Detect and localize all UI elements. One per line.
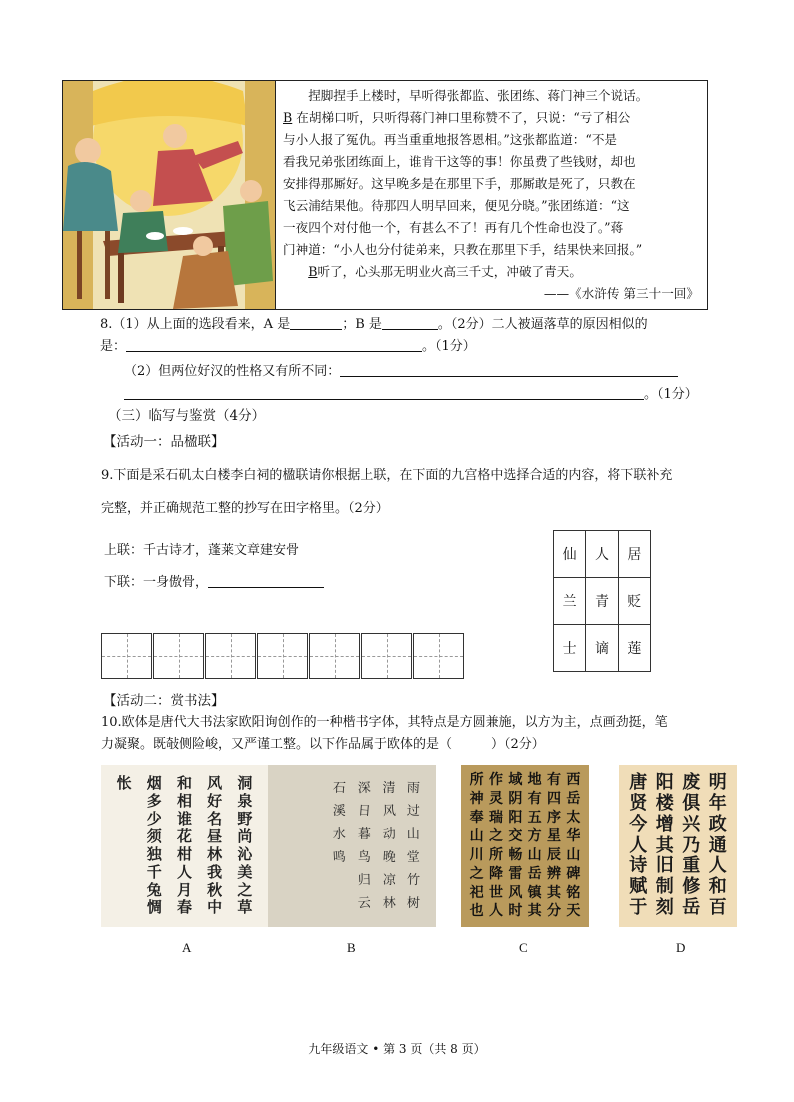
passage-line: 安排得那厮好。这早晚多是在那里下手，那厮敢是死了，只教在: [283, 176, 636, 191]
calligraphy-char: 阳: [508, 809, 523, 826]
option-label-d: D: [676, 940, 686, 955]
calligraphy-char: 岳: [527, 865, 542, 882]
calligraphy-char: 惆: [146, 898, 162, 917]
q8-line2: 是： 。（1分）: [100, 339, 476, 354]
calligraphy-char: 地: [527, 772, 542, 788]
option-label-b: B: [347, 940, 356, 955]
section-3-heading: （三）临写与鉴赏（4分）: [108, 408, 266, 424]
calligraphy-char: 风: [207, 774, 223, 792]
calligraphy-char: 于: [629, 897, 648, 919]
calligraphy-char: 唐: [629, 772, 648, 793]
calligraphy-char: 岳: [682, 897, 701, 919]
calligraphy-char: 美: [237, 862, 253, 881]
calligraphy-char: 中: [207, 898, 223, 917]
calligraphy-char: 风: [382, 803, 396, 820]
calligraphy-char: 相: [176, 791, 192, 810]
calligraphy-char: 今: [629, 813, 648, 835]
calligraphy-char: 川: [469, 847, 484, 863]
page-footer: 九年级语文 • 第 3 页（共 8 页）: [308, 1042, 486, 1056]
passage-source: ——《水浒传 第三十一回》: [543, 286, 699, 301]
calligraphy-char: 少: [146, 809, 162, 828]
calligraphy-char: 阴: [508, 790, 523, 807]
calligraphy-char: 兴: [682, 813, 701, 835]
calligraphy-char: 所: [469, 772, 484, 788]
calligraphy-char: 制: [655, 876, 674, 898]
calligraphy-char: 多: [146, 791, 162, 810]
tianzige-cell[interactable]: [205, 633, 256, 679]
calligraphy-char: 谁: [176, 809, 192, 828]
calligraphy-char: 山: [469, 828, 484, 845]
passage-illustration: [63, 81, 276, 309]
answer-blank-a[interactable]: [290, 315, 342, 330]
answer-blank-character[interactable]: [340, 362, 678, 377]
grid-cell: 人: [586, 531, 618, 578]
calligraphy-char: 交: [508, 828, 523, 845]
calligraphy-char: 林: [207, 845, 223, 863]
passage-line: 门神道：“小人也分付徒弟来，只教在那里下手，结果快来回报。”: [283, 242, 643, 257]
calligraphy-char: 辰: [546, 847, 561, 863]
calligraphy-char: 山: [527, 847, 542, 863]
calligraphy-char: 野: [237, 809, 253, 828]
calligraphy-char: 星: [546, 828, 561, 845]
passage-text: [283, 85, 701, 305]
calligraphy-char: 西: [566, 772, 581, 788]
calligraphy-char: 人: [629, 834, 648, 856]
calligraphy-char: 岳: [566, 790, 581, 807]
calligraphy-char: 日: [357, 803, 372, 820]
calligraphy-char: 天: [566, 903, 581, 920]
calligraphy-char: 云: [357, 895, 372, 912]
calligraphy-char: 人: [488, 903, 503, 920]
calligraphy-char: 树: [406, 895, 421, 912]
calligraphy-char: 辨: [546, 865, 561, 882]
calligraphy-char: 林: [382, 895, 396, 912]
lower-couplet-blank[interactable]: [208, 573, 324, 588]
calligraphy-char: 通: [708, 834, 727, 856]
calligraphy-char: 俱: [682, 792, 701, 814]
calligraphy-char: 暮: [357, 826, 372, 843]
calligraphy-char: 水: [333, 826, 347, 843]
calligraphy-char: 雨: [406, 780, 421, 797]
calligraphy-char: 好: [207, 791, 223, 810]
answer-blank-reason[interactable]: [126, 337, 422, 352]
calligraphy-char: 之: [469, 865, 484, 882]
calligraphy-char: 春: [176, 898, 192, 917]
passage-line: 看我兄弟张团练面上，谁肯干这等的事！你虽费了些钱财，却也: [283, 154, 636, 169]
calligraphy-char: 人: [708, 855, 727, 877]
grid-cell: 莲: [618, 625, 650, 672]
nine-palace-grid: [553, 530, 651, 672]
passage-line: 一夜四个对付他一个，有甚么不了！再有几个性命也没了。”蒋: [283, 220, 624, 235]
calligraphy-char: 有: [527, 790, 542, 807]
calligraphy-char: 阳: [655, 772, 674, 793]
calligraphy-char: 堂: [406, 849, 421, 866]
calligraphy-char: 重: [682, 855, 701, 877]
calligraphy-option-c[interactable]: [461, 765, 589, 927]
calligraphy-char: 神: [469, 790, 484, 807]
calligraphy-char: 鸣: [332, 849, 347, 866]
calligraphy-char: 旧: [655, 855, 674, 877]
calligraphy-char: 世: [488, 884, 503, 901]
q9-line1: 9.下面是采石矶太白楼李白祠的楹联请你根据上联，在下面的九宫格中选择合适的内容，将下联补充: [101, 468, 673, 483]
answer-blank-b[interactable]: [382, 315, 438, 330]
calligraphy-char: 作: [488, 772, 503, 788]
marker-b: B: [308, 264, 318, 279]
calligraphy-char: 明: [708, 772, 727, 793]
calligraphy-char: 贤: [629, 792, 648, 814]
tianzige-cell[interactable]: [257, 633, 308, 679]
calligraphy-char: 动: [381, 826, 396, 843]
calligraphy-char: 奉: [469, 809, 484, 826]
calligraphy-char: 太: [566, 809, 581, 826]
calligraphy-char: 瑞: [488, 809, 503, 826]
tianzige-cell[interactable]: [361, 633, 412, 679]
calligraphy-char: 序: [546, 809, 561, 826]
upper-couplet: 上联：千古诗才，蓬莱文章建安骨: [104, 543, 300, 558]
calligraphy-char: 溪: [333, 803, 347, 820]
calligraphy-option-b[interactable]: [268, 765, 436, 927]
calligraphy-char: 独: [146, 845, 162, 863]
calligraphy-char: 过: [407, 803, 421, 820]
calligraphy-char: 山: [566, 847, 581, 863]
calligraphy-char: 有: [546, 772, 561, 788]
q8-line3: （2）但两位好汉的性格又有所不同：: [124, 361, 678, 383]
calligraphy-char: 之: [488, 828, 503, 845]
calligraphy-char: 也: [469, 903, 484, 920]
calligraphy-option-d[interactable]: [619, 765, 737, 927]
calligraphy-char: 我: [207, 862, 223, 881]
q10-line2: 力凝聚。既敧侧险峻，又严谨工整。以下作品属于欧体的是（ ）（2分）: [101, 737, 545, 752]
calligraphy-char: 畅: [508, 847, 523, 863]
calligraphy-char: 山: [407, 826, 421, 843]
calligraphy-char: 昼: [207, 827, 223, 846]
calligraphy-char: 镇: [527, 884, 542, 901]
tianzige-cell[interactable]: [413, 633, 464, 679]
passage-line: B听了，心头那无明业火高三千丈，冲破了青天。: [308, 264, 582, 279]
marker-b: B: [283, 110, 293, 125]
passage-line: 与小人报了冤仇。再当重重地报答恩相。”这张都监道：“不是: [283, 132, 618, 147]
calligraphy-char: 秋: [207, 880, 223, 899]
activity-2-heading: 【活动二：赏书法】: [103, 693, 225, 709]
calligraphy-char: 风: [508, 884, 523, 901]
calligraphy-char: 泉: [237, 791, 253, 810]
calligraphy-char: 烟: [146, 774, 162, 792]
passage-line: 飞云浦结果他。待那四人明早回来，便见分晓。”张团练道：“这: [283, 198, 630, 213]
calligraphy-char: 楼: [655, 792, 674, 814]
grid-cell: 青: [586, 578, 618, 625]
calligraphy-char: 兔: [146, 880, 162, 899]
calligraphy-char: 石: [332, 780, 347, 797]
answer-blank-character-cont[interactable]: [124, 385, 644, 400]
calligraphy-option-a[interactable]: [101, 765, 268, 927]
calligraphy-char: 清: [382, 781, 396, 796]
calligraphy-char: 凉: [382, 872, 396, 889]
calligraphy-char: 归: [357, 872, 372, 889]
calligraphy-char: 晚: [382, 849, 396, 866]
option-label-a: A: [182, 940, 192, 955]
q10-line1: 10.欧体是唐代大书法家欧阳询创作的一种楷书字体，其特点是方圆兼施，以方为主，点画劲挺，笔: [101, 715, 668, 730]
tianzige-cell[interactable]: [153, 633, 204, 679]
calligraphy-char: 草: [237, 898, 253, 917]
calligraphy-char: 怅: [116, 774, 132, 792]
calligraphy-char: 百: [708, 897, 727, 919]
calligraphy-char: 其: [546, 884, 561, 901]
calligraphy-char: 花: [176, 827, 192, 846]
option-label-c: C: [519, 940, 528, 955]
calligraphy-char: 域: [508, 772, 523, 788]
calligraphy-char: 废: [682, 772, 701, 793]
calligraphy-char: 方: [527, 828, 542, 845]
calligraphy-char: 竹: [406, 872, 421, 889]
calligraphy-char: 名: [207, 809, 223, 828]
calligraphy-char: 分: [546, 903, 561, 920]
calligraphy-char: 修: [682, 876, 701, 898]
grid-cell: 谪: [586, 625, 618, 672]
q8-line4: 。（1分）: [124, 384, 698, 406]
passage-line: 捏脚捏手上楼时，早听得张都监、张团练、蒋门神三个说话。: [308, 88, 649, 103]
calligraphy-char: 和: [176, 774, 192, 792]
calligraphy-char: 赋: [629, 876, 648, 898]
calligraphy-char: 年: [708, 792, 727, 814]
grid-cell: 居: [618, 531, 650, 578]
calligraphy-char: 四: [546, 790, 561, 807]
calligraphy-char: 灵: [488, 790, 503, 807]
calligraphy-char: 祀: [469, 884, 484, 901]
calligraphy-char: 五: [527, 809, 542, 826]
grid-cell: 兰: [554, 578, 586, 625]
calligraphy-char: 柑: [176, 845, 192, 863]
calligraphy-char: 雷: [508, 865, 523, 882]
grid-cell: 贬: [618, 578, 650, 625]
calligraphy-char: 深: [357, 780, 372, 797]
calligraphy-char: 千: [146, 862, 162, 881]
passage-line: B 在胡梯口听，只听得蒋门神口里称赞不了，只说：“亏了相公: [283, 110, 631, 125]
calligraphy-char: 尚: [237, 827, 253, 846]
tianzige-cell[interactable]: [101, 633, 152, 679]
calligraphy-char: 时: [508, 903, 523, 920]
calligraphy-char: 降: [488, 865, 503, 882]
calligraphy-char: 和: [708, 876, 727, 898]
calligraphy-char: 诗: [629, 855, 648, 877]
calligraphy-char: 乃: [682, 834, 701, 856]
calligraphy-char: 洞: [237, 774, 253, 792]
calligraphy-char: 人: [176, 862, 192, 881]
calligraphy-char: 须: [146, 827, 162, 846]
calligraphy-char: 月: [176, 880, 192, 899]
calligraphy-char: 其: [527, 903, 542, 920]
grid-cell: 士: [554, 625, 586, 672]
calligraphy-char: 刻: [655, 897, 674, 919]
calligraphy-char: 其: [655, 834, 674, 856]
tianzige-cell[interactable]: [309, 633, 360, 679]
activity-1-heading: 【活动一：品楹联】: [103, 434, 225, 450]
calligraphy-char: 政: [708, 813, 727, 835]
calligraphy-char: 增: [655, 813, 674, 835]
calligraphy-char: 铭: [566, 884, 581, 901]
calligraphy-char: 鸟: [357, 850, 371, 865]
calligraphy-char: 之: [237, 880, 253, 899]
q9-line2: 完整，并正确规范工整的抄写在田字格里。（2分）: [101, 501, 389, 516]
grid-cell: 仙: [554, 531, 586, 578]
calligraphy-char: 沁: [237, 845, 253, 863]
calligraphy-char: 碑: [566, 865, 581, 882]
calligraphy-char: 华: [566, 828, 581, 845]
calligraphy-char: 所: [488, 847, 503, 863]
q8-line1: 8.（1）从上面的选段看来，A 是 ；B 是 。（2分）二人被逼落草的原因相似的: [100, 317, 648, 332]
water-margin-illustration-image: [63, 81, 275, 309]
lower-couplet: 下联：一身傲骨，: [104, 572, 324, 594]
